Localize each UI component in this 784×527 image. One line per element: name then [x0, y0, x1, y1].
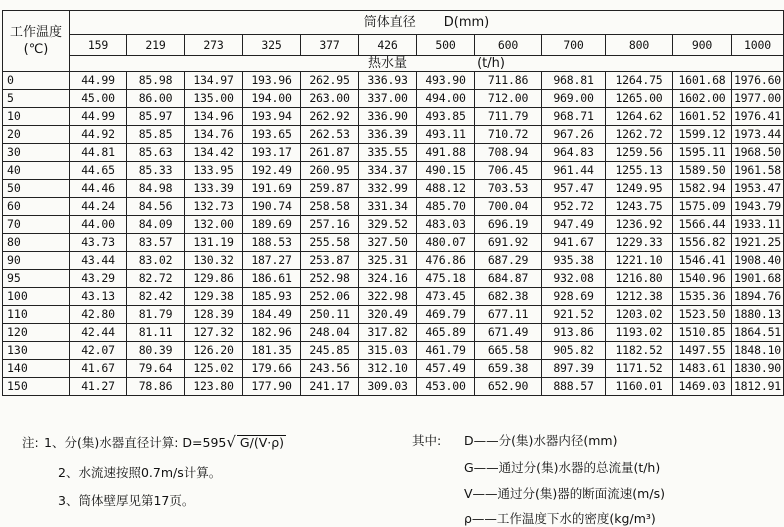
definition-d: D——分(集)水器内径(mm)	[464, 433, 618, 448]
flow-value-cell: 127.32	[185, 324, 243, 342]
flow-value-cell: 84.56	[127, 198, 185, 216]
flow-value-cell: 44.24	[70, 198, 127, 216]
flow-value-cell: 488.12	[417, 180, 475, 198]
flow-value-cell: 1977.00	[732, 90, 784, 108]
flow-value-cell: 1601.68	[673, 72, 732, 90]
flow-value-cell: 1497.55	[673, 342, 732, 360]
flow-value-cell: 1469.03	[673, 378, 732, 396]
flow-value-cell: 83.57	[127, 234, 185, 252]
diameter-cell: 700	[542, 35, 606, 56]
flow-value-cell: 1535.36	[673, 288, 732, 306]
flow-value-cell: 476.86	[417, 252, 475, 270]
flow-value-cell: 665.58	[475, 342, 542, 360]
flow-value-cell: 336.90	[359, 108, 417, 126]
flow-value-cell: 130.32	[185, 252, 243, 270]
table-row	[3, 288, 784, 306]
flow-value-cell: 44.99	[70, 108, 127, 126]
flow-value-cell: 1921.25	[732, 234, 784, 252]
table-row	[3, 270, 784, 288]
flow-value-cell: 179.66	[243, 360, 301, 378]
flow-value-cell: 327.50	[359, 234, 417, 252]
flow-value-cell: 252.98	[301, 270, 359, 288]
temperature-cell: 60	[3, 198, 70, 216]
table-row	[3, 306, 784, 324]
flow-value-cell: 941.67	[542, 234, 606, 252]
flow-value-cell: 1599.12	[673, 126, 732, 144]
table-row	[3, 252, 784, 270]
flow-value-cell: 1864.51	[732, 324, 784, 342]
flow-value-cell: 957.47	[542, 180, 606, 198]
flow-value-cell: 177.90	[243, 378, 301, 396]
flow-value-cell: 43.73	[70, 234, 127, 252]
flow-value-cell: 1483.61	[673, 360, 732, 378]
flow-value-cell: 262.95	[301, 72, 359, 90]
flow-value-cell: 932.08	[542, 270, 606, 288]
flow-value-cell: 43.29	[70, 270, 127, 288]
flow-value-cell: 82.42	[127, 288, 185, 306]
flow-value-cell: 193.65	[243, 126, 301, 144]
table-row	[3, 198, 784, 216]
flow-value-cell: 243.56	[301, 360, 359, 378]
flow-value-cell: 134.97	[185, 72, 243, 90]
flow-value-cell: 1264.75	[606, 72, 673, 90]
flow-value-cell: 133.39	[185, 180, 243, 198]
flow-value-cell: 480.07	[417, 234, 475, 252]
flow-value-cell: 671.49	[475, 324, 542, 342]
flow-value-cell: 187.27	[243, 252, 301, 270]
flow-value-cell: 245.85	[301, 342, 359, 360]
flow-value-cell: 255.58	[301, 234, 359, 252]
flow-value-cell: 250.11	[301, 306, 359, 324]
flow-value-cell: 696.19	[475, 216, 542, 234]
table-row	[3, 126, 784, 144]
flow-value-cell: 494.00	[417, 90, 475, 108]
sqrt-symbol-icon: √	[226, 433, 236, 451]
flow-value-cell: 1236.92	[606, 216, 673, 234]
flow-value-cell: 85.98	[127, 72, 185, 90]
flow-value-cell: 1589.50	[673, 162, 732, 180]
flow-value-cell: 44.46	[70, 180, 127, 198]
flow-value-cell: 125.02	[185, 360, 243, 378]
flow-value-cell: 1976.60	[732, 72, 784, 90]
flow-value-cell: 969.00	[542, 90, 606, 108]
diameter-cell: 900	[673, 35, 732, 56]
flow-value-cell: 85.63	[127, 144, 185, 162]
flow-value-cell: 682.38	[475, 288, 542, 306]
flow-value-cell: 81.11	[127, 324, 185, 342]
temperature-cell: 40	[3, 162, 70, 180]
flow-value-cell: 1880.13	[732, 306, 784, 324]
flow-value-cell: 78.86	[127, 378, 185, 396]
flow-value-cell: 461.79	[417, 342, 475, 360]
flow-value-cell: 1203.02	[606, 306, 673, 324]
notes-section	[0, 425, 784, 525]
flow-value-cell: 44.00	[70, 216, 127, 234]
table-row	[3, 180, 784, 198]
flow-value-cell: 703.53	[475, 180, 542, 198]
note-1	[44, 433, 286, 451]
flow-value-cell: 964.83	[542, 144, 606, 162]
diameter-cell: 600	[475, 35, 542, 56]
temperature-header-line1: 工作温度	[9, 25, 62, 40]
flow-value-cell: 952.72	[542, 198, 606, 216]
flow-value-cell: 1264.62	[606, 108, 673, 126]
flow-value-cell: 335.55	[359, 144, 417, 162]
flow-value-cell: 126.20	[185, 342, 243, 360]
flow-value-cell: 43.44	[70, 252, 127, 270]
flow-value-cell: 252.06	[301, 288, 359, 306]
flow-value-cell: 493.11	[417, 126, 475, 144]
flow-value-cell: 315.03	[359, 342, 417, 360]
flow-value-cell: 134.96	[185, 108, 243, 126]
flow-value-cell: 475.18	[417, 270, 475, 288]
flow-value-cell: 132.73	[185, 198, 243, 216]
table-row	[3, 144, 784, 162]
diameter-cell: 1000	[732, 35, 784, 56]
flow-value-cell: 42.44	[70, 324, 127, 342]
note-2: 2、水流速按照0.7m/s计算。	[58, 465, 222, 480]
flow-value-cell: 1193.02	[606, 324, 673, 342]
flow-value-cell: 1595.11	[673, 144, 732, 162]
flow-value-cell: 128.39	[185, 306, 243, 324]
flow-value-cell: 184.49	[243, 306, 301, 324]
flow-value-cell: 123.80	[185, 378, 243, 396]
hot-water-title: 热水量	[368, 56, 408, 71]
flow-value-cell: 336.39	[359, 126, 417, 144]
flow-value-cell: 1265.00	[606, 90, 673, 108]
flow-value-cell: 44.65	[70, 162, 127, 180]
flow-value-cell: 897.39	[542, 360, 606, 378]
flow-value-cell: 652.90	[475, 378, 542, 396]
diameter-cell: 426	[359, 35, 417, 56]
flow-value-cell: 332.99	[359, 180, 417, 198]
flow-value-cell: 1973.44	[732, 126, 784, 144]
flow-value-cell: 710.72	[475, 126, 542, 144]
flow-value-cell: 1540.96	[673, 270, 732, 288]
flow-value-cell: 82.72	[127, 270, 185, 288]
flow-value-cell: 134.76	[185, 126, 243, 144]
flow-value-cell: 320.49	[359, 306, 417, 324]
flow-value-cell: 85.97	[127, 108, 185, 126]
flow-value-cell: 490.15	[417, 162, 475, 180]
temperature-cell: 20	[3, 126, 70, 144]
flow-value-cell: 258.58	[301, 198, 359, 216]
flow-value-cell: 947.49	[542, 216, 606, 234]
flow-value-cell: 711.86	[475, 72, 542, 90]
flow-value-cell: 935.38	[542, 252, 606, 270]
flow-value-cell: 1510.85	[673, 324, 732, 342]
flow-value-cell: 691.92	[475, 234, 542, 252]
flow-value-cell: 188.53	[243, 234, 301, 252]
flow-value-cell: 1602.00	[673, 90, 732, 108]
flow-value-cell: 133.95	[185, 162, 243, 180]
flow-value-cell: 1243.75	[606, 198, 673, 216]
temperature-cell: 95	[3, 270, 70, 288]
flow-value-cell: 1848.10	[732, 342, 784, 360]
notes-prefix: 注:	[22, 435, 39, 450]
flow-value-cell: 44.99	[70, 72, 127, 90]
table-row	[3, 72, 784, 90]
flow-value-cell: 84.98	[127, 180, 185, 198]
flow-value-cell: 42.80	[70, 306, 127, 324]
where-label: 其中:	[412, 433, 442, 448]
diameter-cell: 273	[185, 35, 243, 56]
flow-value-cell: 485.70	[417, 198, 475, 216]
diameter-cell: 325	[243, 35, 301, 56]
temperature-cell: 90	[3, 252, 70, 270]
flow-value-cell: 186.61	[243, 270, 301, 288]
table-row	[3, 324, 784, 342]
flow-value-cell: 1182.52	[606, 342, 673, 360]
flow-value-cell: 1212.38	[606, 288, 673, 306]
flow-value-cell: 453.00	[417, 378, 475, 396]
flow-value-cell: 1259.56	[606, 144, 673, 162]
flow-value-cell: 44.81	[70, 144, 127, 162]
flow-value-cell: 80.39	[127, 342, 185, 360]
flow-value-cell: 1908.40	[732, 252, 784, 270]
flow-value-cell: 473.45	[417, 288, 475, 306]
flow-value-cell: 1546.41	[673, 252, 732, 270]
temperature-header	[3, 11, 70, 72]
flow-value-cell: 928.69	[542, 288, 606, 306]
flow-value-cell: 1523.50	[673, 306, 732, 324]
flow-value-cell: 968.81	[542, 72, 606, 90]
flow-value-cell: 491.88	[417, 144, 475, 162]
flow-value-cell: 913.86	[542, 324, 606, 342]
flow-value-cell: 700.04	[475, 198, 542, 216]
flow-value-cell: 309.03	[359, 378, 417, 396]
flow-value-cell: 241.17	[301, 378, 359, 396]
diameter-cell: 219	[127, 35, 185, 56]
table-row	[3, 90, 784, 108]
diameter-cell: 377	[301, 35, 359, 56]
flow-value-cell: 1961.58	[732, 162, 784, 180]
table-row	[3, 234, 784, 252]
flow-value-cell: 257.16	[301, 216, 359, 234]
flow-value-cell: 134.42	[185, 144, 243, 162]
flow-value-cell: 469.79	[417, 306, 475, 324]
flow-value-cell: 465.89	[417, 324, 475, 342]
flow-value-cell: 135.00	[185, 90, 243, 108]
flow-value-cell: 129.38	[185, 288, 243, 306]
flow-value-cell: 132.00	[185, 216, 243, 234]
flow-value-cell: 967.26	[542, 126, 606, 144]
note-1-text: 1、分(集)水器直径计算: D=595	[44, 435, 227, 450]
flow-value-cell: 337.00	[359, 90, 417, 108]
definition-rho: ρ——工作温度下水的密度(kg/m³)	[464, 511, 656, 526]
diameter-cell: 800	[606, 35, 673, 56]
flow-value-cell: 1255.13	[606, 162, 673, 180]
flow-value-cell: 968.71	[542, 108, 606, 126]
flow-value-cell: 85.33	[127, 162, 185, 180]
temperature-cell: 10	[3, 108, 70, 126]
flow-value-cell: 1229.33	[606, 234, 673, 252]
table-row	[3, 216, 784, 234]
flow-value-cell: 253.87	[301, 252, 359, 270]
formula-radicand: G/(V·ρ)	[237, 435, 286, 450]
flow-value-cell: 194.00	[243, 90, 301, 108]
table-row	[3, 342, 784, 360]
flow-value-cell: 1216.80	[606, 270, 673, 288]
temperature-cell: 0	[3, 72, 70, 90]
flow-value-cell: 1601.52	[673, 108, 732, 126]
definition-g: G——通过分(集)水器的总流量(t/h)	[464, 460, 661, 475]
flow-value-cell: 1953.47	[732, 180, 784, 198]
flow-value-cell: 190.74	[243, 198, 301, 216]
flow-value-cell: 84.09	[127, 216, 185, 234]
note-3: 3、筒体壁厚见第17页。	[58, 493, 195, 508]
flow-value-cell: 81.79	[127, 306, 185, 324]
flow-value-cell: 1221.10	[606, 252, 673, 270]
flow-value-cell: 483.03	[417, 216, 475, 234]
flow-value-cell: 329.52	[359, 216, 417, 234]
table-row	[3, 108, 784, 126]
flow-value-cell: 185.93	[243, 288, 301, 306]
flow-value-cell: 334.37	[359, 162, 417, 180]
flow-value-cell: 79.64	[127, 360, 185, 378]
flow-value-cell: 261.87	[301, 144, 359, 162]
flow-value-cell: 1968.50	[732, 144, 784, 162]
flow-value-cell: 905.82	[542, 342, 606, 360]
flow-value-cell: 712.00	[475, 90, 542, 108]
flow-value-cell: 259.87	[301, 180, 359, 198]
flow-value-cell: 1249.95	[606, 180, 673, 198]
flow-value-cell: 493.90	[417, 72, 475, 90]
temperature-cell: 30	[3, 144, 70, 162]
temperature-cell: 130	[3, 342, 70, 360]
hot-water-flow-table	[2, 10, 784, 396]
flow-value-cell: 961.44	[542, 162, 606, 180]
flow-value-cell: 193.17	[243, 144, 301, 162]
flow-value-cell: 1556.82	[673, 234, 732, 252]
flow-value-cell: 182.96	[243, 324, 301, 342]
diameter-cell: 500	[417, 35, 475, 56]
flow-value-cell: 312.10	[359, 360, 417, 378]
flow-value-cell: 262.53	[301, 126, 359, 144]
flow-value-cell: 336.93	[359, 72, 417, 90]
temperature-cell: 50	[3, 180, 70, 198]
flow-value-cell: 1582.94	[673, 180, 732, 198]
temperature-header-line2: (℃)	[23, 42, 49, 57]
temperature-cell: 80	[3, 234, 70, 252]
diameter-header-unit: D(mm)	[443, 15, 490, 30]
flow-value-cell: 1160.01	[606, 378, 673, 396]
flow-value-cell: 711.79	[475, 108, 542, 126]
flow-value-cell: 684.87	[475, 270, 542, 288]
hot-water-unit: (t/h)	[477, 56, 505, 71]
flow-value-cell: 129.86	[185, 270, 243, 288]
flow-value-cell: 1830.90	[732, 360, 784, 378]
flow-value-cell: 888.57	[542, 378, 606, 396]
flow-value-cell: 43.13	[70, 288, 127, 306]
flow-value-cell: 677.11	[475, 306, 542, 324]
flow-value-cell: 83.02	[127, 252, 185, 270]
temperature-cell: 100	[3, 288, 70, 306]
diameter-header	[70, 11, 784, 35]
flow-value-cell: 42.07	[70, 342, 127, 360]
flow-value-cell: 493.85	[417, 108, 475, 126]
flow-value-cell: 331.34	[359, 198, 417, 216]
flow-value-cell: 325.31	[359, 252, 417, 270]
table-row	[3, 378, 784, 396]
diameter-header-title: 筒体直径	[363, 15, 416, 30]
flow-value-cell: 191.69	[243, 180, 301, 198]
temperature-cell: 5	[3, 90, 70, 108]
flow-value-cell: 193.96	[243, 72, 301, 90]
flow-value-cell: 1171.52	[606, 360, 673, 378]
flow-value-cell: 1894.76	[732, 288, 784, 306]
flow-value-cell: 44.92	[70, 126, 127, 144]
flow-value-cell: 41.67	[70, 360, 127, 378]
table-row	[3, 360, 784, 378]
flow-value-cell: 1566.44	[673, 216, 732, 234]
flow-value-cell: 1575.09	[673, 198, 732, 216]
temperature-cell: 110	[3, 306, 70, 324]
temperature-cell: 150	[3, 378, 70, 396]
flow-value-cell: 1976.41	[732, 108, 784, 126]
diameter-row	[3, 35, 784, 56]
flow-value-cell: 1901.68	[732, 270, 784, 288]
temperature-cell: 140	[3, 360, 70, 378]
flow-value-cell: 659.38	[475, 360, 542, 378]
flow-value-cell: 192.49	[243, 162, 301, 180]
definition-v: V——通过分(集)器的断面流速(m/s)	[464, 486, 665, 501]
flow-value-cell: 708.94	[475, 144, 542, 162]
flow-value-cell: 317.82	[359, 324, 417, 342]
flow-value-cell: 45.00	[70, 90, 127, 108]
flow-value-cell: 181.35	[243, 342, 301, 360]
flow-value-cell: 706.45	[475, 162, 542, 180]
flow-value-cell: 86.00	[127, 90, 185, 108]
table-row	[3, 162, 784, 180]
flow-value-cell: 263.00	[301, 90, 359, 108]
flow-value-cell: 131.19	[185, 234, 243, 252]
flow-value-cell: 457.49	[417, 360, 475, 378]
hot-water-header	[70, 56, 784, 72]
flow-value-cell: 248.04	[301, 324, 359, 342]
flow-value-cell: 324.16	[359, 270, 417, 288]
diameter-cell: 159	[70, 35, 127, 56]
flow-value-cell: 85.85	[127, 126, 185, 144]
flow-value-cell: 687.29	[475, 252, 542, 270]
flow-value-cell: 41.27	[70, 378, 127, 396]
flow-value-cell: 322.98	[359, 288, 417, 306]
flow-value-cell: 1812.91	[732, 378, 784, 396]
flow-value-cell: 193.94	[243, 108, 301, 126]
flow-value-cell: 260.95	[301, 162, 359, 180]
flow-value-cell: 1262.72	[606, 126, 673, 144]
flow-value-cell: 1943.79	[732, 198, 784, 216]
flow-value-cell: 262.92	[301, 108, 359, 126]
flow-value-cell: 1933.11	[732, 216, 784, 234]
flow-value-cell: 189.69	[243, 216, 301, 234]
temperature-cell: 120	[3, 324, 70, 342]
flow-value-cell: 921.52	[542, 306, 606, 324]
temperature-cell: 70	[3, 216, 70, 234]
